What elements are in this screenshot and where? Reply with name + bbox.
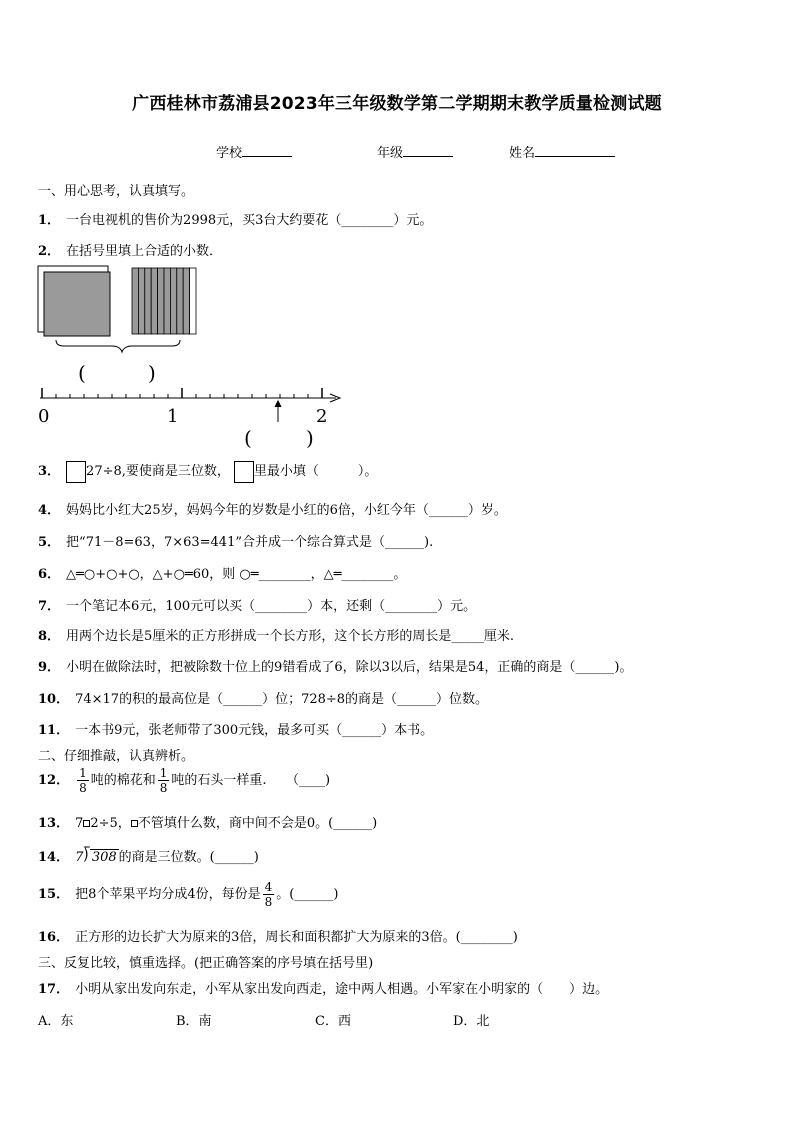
- tenth-strip: [151, 268, 157, 334]
- question-number: 17．: [38, 982, 70, 997]
- number-line-ticks: [42, 388, 322, 398]
- page-title: 广西桂林市荔浦县2023年三年级数学第二学期期末教学质量检测试题: [132, 94, 662, 114]
- question-text: 一个笔记本6元，100元可以买（________）本，还剩（________）元。: [66, 599, 477, 614]
- question-text-2: 吨的石头一样重. （____): [171, 773, 331, 788]
- question-text: 小明从家出发向东走，小军从家出发向西走，途中两人相遇。小军家在小明家的（ ）边。: [75, 982, 609, 997]
- question-number: 1．: [38, 213, 61, 228]
- tenth-strip: [183, 268, 189, 334]
- paren-left-2: (: [244, 426, 252, 450]
- grade-label: 年级: [377, 146, 404, 161]
- brace: [56, 340, 180, 352]
- question-8: [38, 625, 514, 644]
- dividend: 308: [91, 850, 117, 865]
- question-text: 一台电视机的售价为2998元，买3台大约要花（________）元。: [66, 213, 433, 228]
- question-number: 13．: [38, 816, 70, 831]
- question-text: 正方形的边长扩大为原来的3倍，周长和面积都扩大为原来的3倍。(________): [75, 930, 518, 945]
- question-text: 把8个苹果平均分成4份，每份是: [75, 887, 261, 902]
- question-15: [38, 880, 338, 909]
- question-number: 6．: [38, 567, 61, 582]
- tenth-strip: [158, 268, 164, 334]
- question-10: [38, 688, 488, 707]
- option-a[interactable]: A．东: [38, 1014, 74, 1029]
- fraction: $\frac{1}{8}$: [79, 766, 87, 795]
- name-label: 姓名: [509, 146, 536, 161]
- school-label: 学校: [216, 146, 243, 161]
- answer-box[interactable]: [234, 461, 254, 483]
- question-text: 一本书9元，张老师带了300元钱，最多可买（______）本书。: [75, 723, 434, 738]
- school-field[interactable]: [216, 142, 292, 161]
- question-number: 15．: [38, 887, 70, 902]
- divisor: 7: [75, 850, 84, 865]
- question-text-2: 2÷5，: [90, 816, 131, 831]
- question-text: 用两个边长是5厘米的正方形拼成一个长方形，这个长方形的周长是_____厘米.: [66, 629, 514, 644]
- question-1: [38, 209, 432, 228]
- question-text-2: 里最小填（ ）。: [253, 464, 378, 479]
- tick-label-0: 0: [38, 406, 50, 427]
- answer-box[interactable]: [66, 461, 86, 483]
- pointer-arrowhead: [275, 401, 281, 407]
- question-9: [38, 656, 632, 675]
- question-text: 小明在做除法时，把被除数十位上的9错看成了6，除以3以后，结果是54，正确的商是（______)。: [66, 660, 633, 675]
- unit-square-front: [44, 272, 110, 336]
- tenth-strip: [190, 268, 196, 334]
- question-number: 12．: [38, 773, 70, 788]
- question-number: 14．: [38, 850, 70, 865]
- blank-square[interactable]: [131, 820, 138, 827]
- decimal-figure: [30, 262, 350, 452]
- question-13: [38, 812, 377, 831]
- name-field[interactable]: [509, 142, 615, 161]
- option-c[interactable]: C．西: [315, 1014, 351, 1029]
- tenths-strips: [132, 268, 196, 334]
- question-number: 10．: [38, 692, 70, 707]
- question-text: △═○+○+○，△+○═60，则 ○═________，△═________。: [66, 567, 407, 582]
- question-6: [38, 563, 406, 582]
- question-number: 16．: [38, 930, 70, 945]
- question-text: 7: [75, 816, 84, 831]
- tenth-strip: [170, 268, 176, 334]
- question-14: 14． 7⟌ 308 的商是三位数。(______): [38, 846, 259, 865]
- question-text: 妈妈比小红大25岁，妈妈今年的岁数是小红的6倍，小红今年（______）岁。: [66, 503, 507, 518]
- question-number: 4．: [38, 503, 61, 518]
- tenth-strip: [164, 268, 170, 334]
- tenth-strip: [132, 268, 138, 334]
- question-number: 2．: [38, 244, 61, 259]
- question-number: 3．: [38, 464, 61, 479]
- section-3-heading: 三、反复比较，慎重选择。(把正确答案的序号填在括号里): [38, 956, 374, 971]
- section-1-heading: 一、用心思考，认真填写。: [38, 184, 195, 199]
- question-text: 74×17的积的最高位是（______）位；728÷8的商是（______）位数。: [75, 692, 489, 707]
- grade-field[interactable]: [377, 142, 453, 161]
- question-16: [38, 926, 518, 945]
- tenth-strip: [177, 268, 183, 334]
- question-text: 的商是三位数。(______): [118, 850, 259, 865]
- question-2: [38, 240, 222, 259]
- question-number: 9．: [38, 660, 61, 675]
- question-text-3: 不管填什么数，商中间不会是0。(______): [137, 816, 378, 831]
- tenth-strip: [138, 268, 144, 334]
- question-text: 27÷8,要使商是三位数，: [86, 464, 230, 479]
- question-text: 在括号里填上合适的小数．: [66, 244, 223, 259]
- question-number: 8．: [38, 629, 61, 644]
- section-2-heading: 二、仔细推敲，认真辨析。: [38, 749, 195, 764]
- question-4: [38, 499, 507, 518]
- tick-label-1: 1: [167, 406, 179, 427]
- fraction: $\frac{4}{8}$: [264, 880, 273, 909]
- question-3: [38, 460, 377, 483]
- question-number: 11．: [38, 723, 70, 738]
- tenth-strip: [145, 268, 151, 334]
- question-number: 5．: [38, 535, 61, 550]
- question-number: 7．: [38, 599, 61, 614]
- question-12: [38, 766, 330, 795]
- paren-right-2: ): [306, 426, 314, 450]
- question-11: [38, 719, 433, 738]
- question-5: [38, 531, 433, 550]
- question-17: [38, 978, 608, 997]
- fraction: $\frac{1}{8}$: [159, 766, 168, 795]
- tick-label-2: 2: [316, 406, 328, 427]
- question-text-2: 。(______): [276, 887, 339, 902]
- paren-left-1: (: [78, 361, 86, 385]
- question-text: 把“71－8=63，7×63=441”合并成一个综合算式是（______).: [66, 535, 434, 550]
- option-d[interactable]: D．北: [453, 1014, 490, 1029]
- question-text: 吨的棉花和: [90, 773, 156, 788]
- paren-right-1: ): [148, 361, 156, 385]
- question-7: [38, 595, 476, 614]
- option-b[interactable]: B．南: [176, 1014, 212, 1029]
